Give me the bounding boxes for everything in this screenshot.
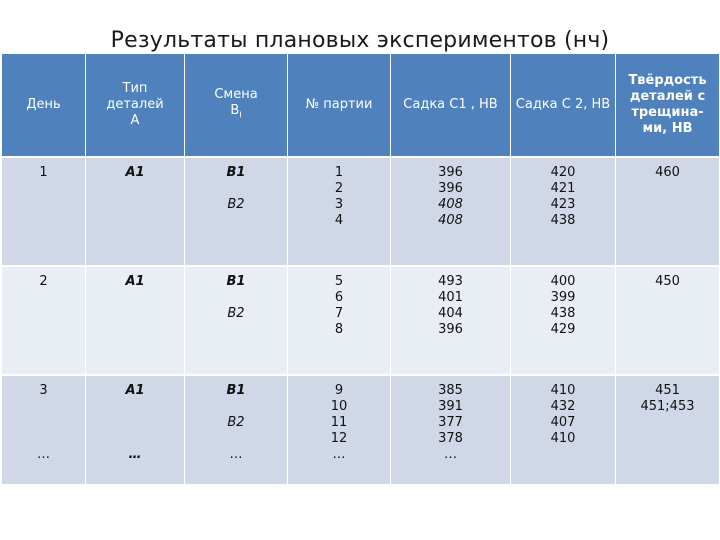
shift-ellipsis: … xyxy=(229,447,243,462)
type-value: A1 xyxy=(125,274,145,289)
load2-value: 438 xyxy=(550,213,576,228)
header-type-line1: Тип xyxy=(122,81,148,96)
cell-day xyxy=(2,375,86,484)
cell-day xyxy=(2,266,86,375)
load2-value: 438 xyxy=(550,306,576,321)
load2-value: 429 xyxy=(550,322,576,337)
load1-value: 401 xyxy=(438,290,463,305)
load2-value: 399 xyxy=(550,290,576,305)
type-value: A1 xyxy=(125,165,145,180)
header-row xyxy=(2,54,720,157)
header-load1: Садка C1 , HB xyxy=(391,54,511,157)
slide-title: Результаты плановых экспериментов (нч) xyxy=(110,28,610,53)
cell-type xyxy=(86,375,185,484)
cell-batches xyxy=(288,157,391,266)
load2-value: 423 xyxy=(550,197,576,212)
batch-value: 10 xyxy=(330,399,348,414)
header-type xyxy=(86,54,185,157)
load1-value: 391 xyxy=(438,399,463,414)
hardness-value: 451;453 xyxy=(640,399,695,414)
batch-value: 8 xyxy=(334,322,344,337)
day-value: 3 xyxy=(39,383,48,398)
results-table xyxy=(1,54,720,484)
cell-load2 xyxy=(511,266,616,375)
load2-value: 420 xyxy=(550,165,576,180)
batch-value: 12 xyxy=(330,431,348,446)
load2-value: 410 xyxy=(550,383,576,398)
shift1-value: B1 xyxy=(226,383,246,398)
load1-value: 377 xyxy=(438,415,463,430)
load1-value: 385 xyxy=(438,383,463,398)
cell-batches xyxy=(288,266,391,375)
shift2-value: B2 xyxy=(227,197,245,212)
batch-value: 7 xyxy=(334,306,344,321)
header-load2: Садка C 2, HB xyxy=(511,54,616,157)
cell-shift xyxy=(185,266,288,375)
cell-shift xyxy=(185,157,288,266)
cell-hardness xyxy=(616,157,720,266)
cell-load2 xyxy=(511,157,616,266)
table-row xyxy=(2,157,720,266)
cell-load1 xyxy=(391,157,511,266)
header-batch: № партии xyxy=(288,54,391,157)
batch-ellipsis: … xyxy=(332,447,346,462)
load1-value: 396 xyxy=(438,181,463,196)
load2-value: 400 xyxy=(550,274,576,289)
header-shift-line2: B xyxy=(230,102,240,118)
cell-batches xyxy=(288,375,391,484)
cell-shift xyxy=(185,375,288,484)
load1-value: 408 xyxy=(438,197,463,212)
batch-value: 6 xyxy=(334,290,344,305)
header-shift-sub: I xyxy=(239,110,242,120)
cell-hardness xyxy=(616,375,720,484)
table-row xyxy=(2,375,720,484)
shift2-value: B2 xyxy=(227,306,245,321)
hardness-value: 450 xyxy=(655,274,680,289)
batch-value: 11 xyxy=(330,415,348,430)
header-hardness: Твёрдость деталей с трещина-ми, HB xyxy=(616,54,720,157)
header-day: День xyxy=(2,54,86,157)
batch-value: 1 xyxy=(334,165,344,180)
load1-ellipsis: … xyxy=(444,447,457,462)
day-value: 1 xyxy=(39,165,48,180)
shift1-value: B1 xyxy=(226,165,246,180)
cell-hardness xyxy=(616,266,720,375)
cell-day xyxy=(2,157,86,266)
cell-load1 xyxy=(391,266,511,375)
load1-value: 378 xyxy=(438,431,463,446)
batch-value: 4 xyxy=(334,213,344,228)
header-type-line3: A xyxy=(130,113,140,128)
cell-type xyxy=(86,157,185,266)
header-shift xyxy=(185,54,288,157)
batch-value: 2 xyxy=(334,181,344,196)
cell-type xyxy=(86,266,185,375)
load2-value: 432 xyxy=(550,399,576,414)
hardness-value: 451 xyxy=(655,383,680,398)
hardness-value: 460 xyxy=(655,165,680,180)
load2-value: 421 xyxy=(550,181,576,196)
cell-load2 xyxy=(511,375,616,484)
batch-value: 5 xyxy=(334,274,344,289)
load2-value: 410 xyxy=(550,431,576,446)
load1-value: 404 xyxy=(438,306,463,321)
load1-value: 493 xyxy=(438,274,463,289)
load1-value: 408 xyxy=(438,213,463,228)
table-row xyxy=(2,266,720,375)
type-ellipsis: … xyxy=(128,447,142,462)
shift2-value: B2 xyxy=(227,415,245,430)
batch-value: 9 xyxy=(334,383,344,398)
batch-value: 3 xyxy=(334,197,344,212)
header-type-line2: деталей xyxy=(106,97,164,112)
load1-value: 396 xyxy=(438,322,463,337)
day-ellipsis: … xyxy=(37,447,50,462)
cell-load1 xyxy=(391,375,511,484)
header-shift-line1: Смена xyxy=(214,86,258,102)
shift1-value: B1 xyxy=(226,274,246,289)
load2-value: 407 xyxy=(550,415,576,430)
type-value: A1 xyxy=(125,383,145,398)
day-value: 2 xyxy=(39,274,48,289)
load1-value: 396 xyxy=(438,165,463,180)
